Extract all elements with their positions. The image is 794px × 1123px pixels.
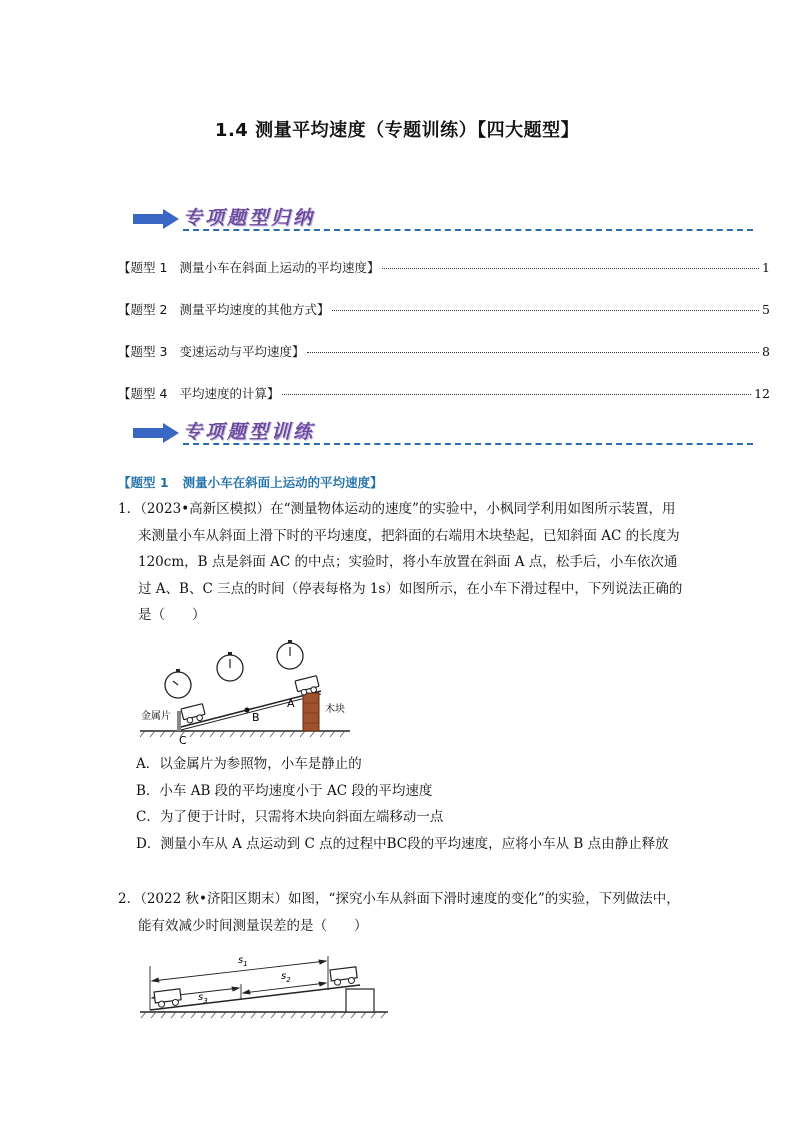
question-stem: 1．（2023•高新区模拟）在“测量物体运动的速度”的实验中，小枫同学利用如图所示装置，用来测量小车从斜面上滑下时的平均速度，把斜面的右端用木块垫起，已知斜面 AC 的长度为 120cm，B 点是斜面 AC 的中点；实验时，将小车放置在斜面 A 点，松手后，小车依次通过 A、B、C 三点的时间（停表每格为 1s）如图所示，在小车下滑过程中，下列说法正确的是（ ）: [118, 501, 683, 623]
option-d[interactable]: D．测量小车从 A 点运动到 C 点的过程中BC段的平均速度，应将小车从 B 点由静止释放: [136, 835, 669, 852]
toc-label: 测量平均速度的其他方式】: [179, 302, 330, 317]
toc-entry[interactable]: [118, 258, 770, 300]
label-point-b: B: [252, 711, 260, 724]
dashed-divider: [183, 443, 753, 445]
stopwatch-icon: [277, 640, 303, 669]
question-stem: 2．（2022 秋•济阳区期末）如图，“探究小车从斜面下滑时速度的变化”的实验，下列做法中，能有效减少时间测量误差的是（ ）: [118, 891, 680, 934]
stopwatch-icon: [165, 669, 191, 698]
option-a[interactable]: A．以金属片为参照物，小车是静止的: [136, 756, 362, 772]
label-s3: $s_3$: [198, 992, 208, 1005]
label-point-a: A: [287, 697, 295, 710]
question-1: [118, 496, 688, 629]
toc-leader-dots: [282, 394, 751, 395]
label-s2: $s_2$: [281, 971, 291, 984]
toc-tag: 【题型 1: [118, 260, 168, 275]
question-1-options: [118, 751, 688, 857]
toc-tag: 【题型 2: [118, 302, 168, 317]
arrow-right-icon: [133, 209, 179, 229]
label-wood-block: 木块: [325, 704, 345, 715]
incline-stopwatch-figure: [135, 635, 360, 750]
table-of-contents: [118, 258, 770, 426]
banner-title: 专项题型训练: [183, 421, 316, 443]
label-s1: $s_1$: [238, 955, 248, 968]
banner-title: 专项题型归纳: [183, 207, 316, 229]
toc-label: 变速运动与平均速度】: [179, 344, 305, 359]
section-banner-training: [133, 417, 753, 447]
stopwatch-icon: [217, 652, 243, 681]
toc-page-number: 12: [754, 386, 770, 401]
toc-label: 测量小车在斜面上运动的平均速度】: [179, 260, 380, 275]
section-title: 测量小车在斜面上运动的平均速度】: [182, 475, 383, 490]
toc-page-number: 5: [762, 302, 770, 317]
question-2: [118, 886, 688, 939]
toc-entry[interactable]: [118, 300, 770, 342]
option-c[interactable]: C．为了便于计时，只需将木块向斜面左端移动一点: [136, 809, 444, 825]
label-metal-plate: 金属片: [141, 711, 171, 722]
toc-entry[interactable]: [118, 342, 770, 384]
label-point-c: C: [179, 734, 187, 747]
toc-label: 平均速度的计算】: [179, 386, 280, 401]
arrow-right-icon: [133, 423, 179, 443]
toc-leader-dots: [307, 352, 759, 353]
toc-tag: 【题型 4: [118, 386, 168, 401]
incline-distance-figure: [138, 948, 393, 1026]
toc-page-number: 1: [762, 260, 770, 275]
toc-page-number: 8: [762, 344, 770, 359]
section-tag: 【题型 1: [118, 475, 169, 490]
toc-leader-dots: [332, 310, 759, 311]
toc-tag: 【题型 3: [118, 344, 168, 359]
section-heading: [118, 473, 383, 491]
toc-leader-dots: [382, 268, 759, 269]
option-b[interactable]: B．小车 AB 段的平均速度小于 AC 段的平均速度: [136, 782, 433, 799]
page-title: 1.4 测量平均速度（专题训练）【四大题型】: [214, 120, 580, 141]
section-banner-summary: [133, 203, 753, 233]
dashed-divider: [183, 229, 753, 231]
